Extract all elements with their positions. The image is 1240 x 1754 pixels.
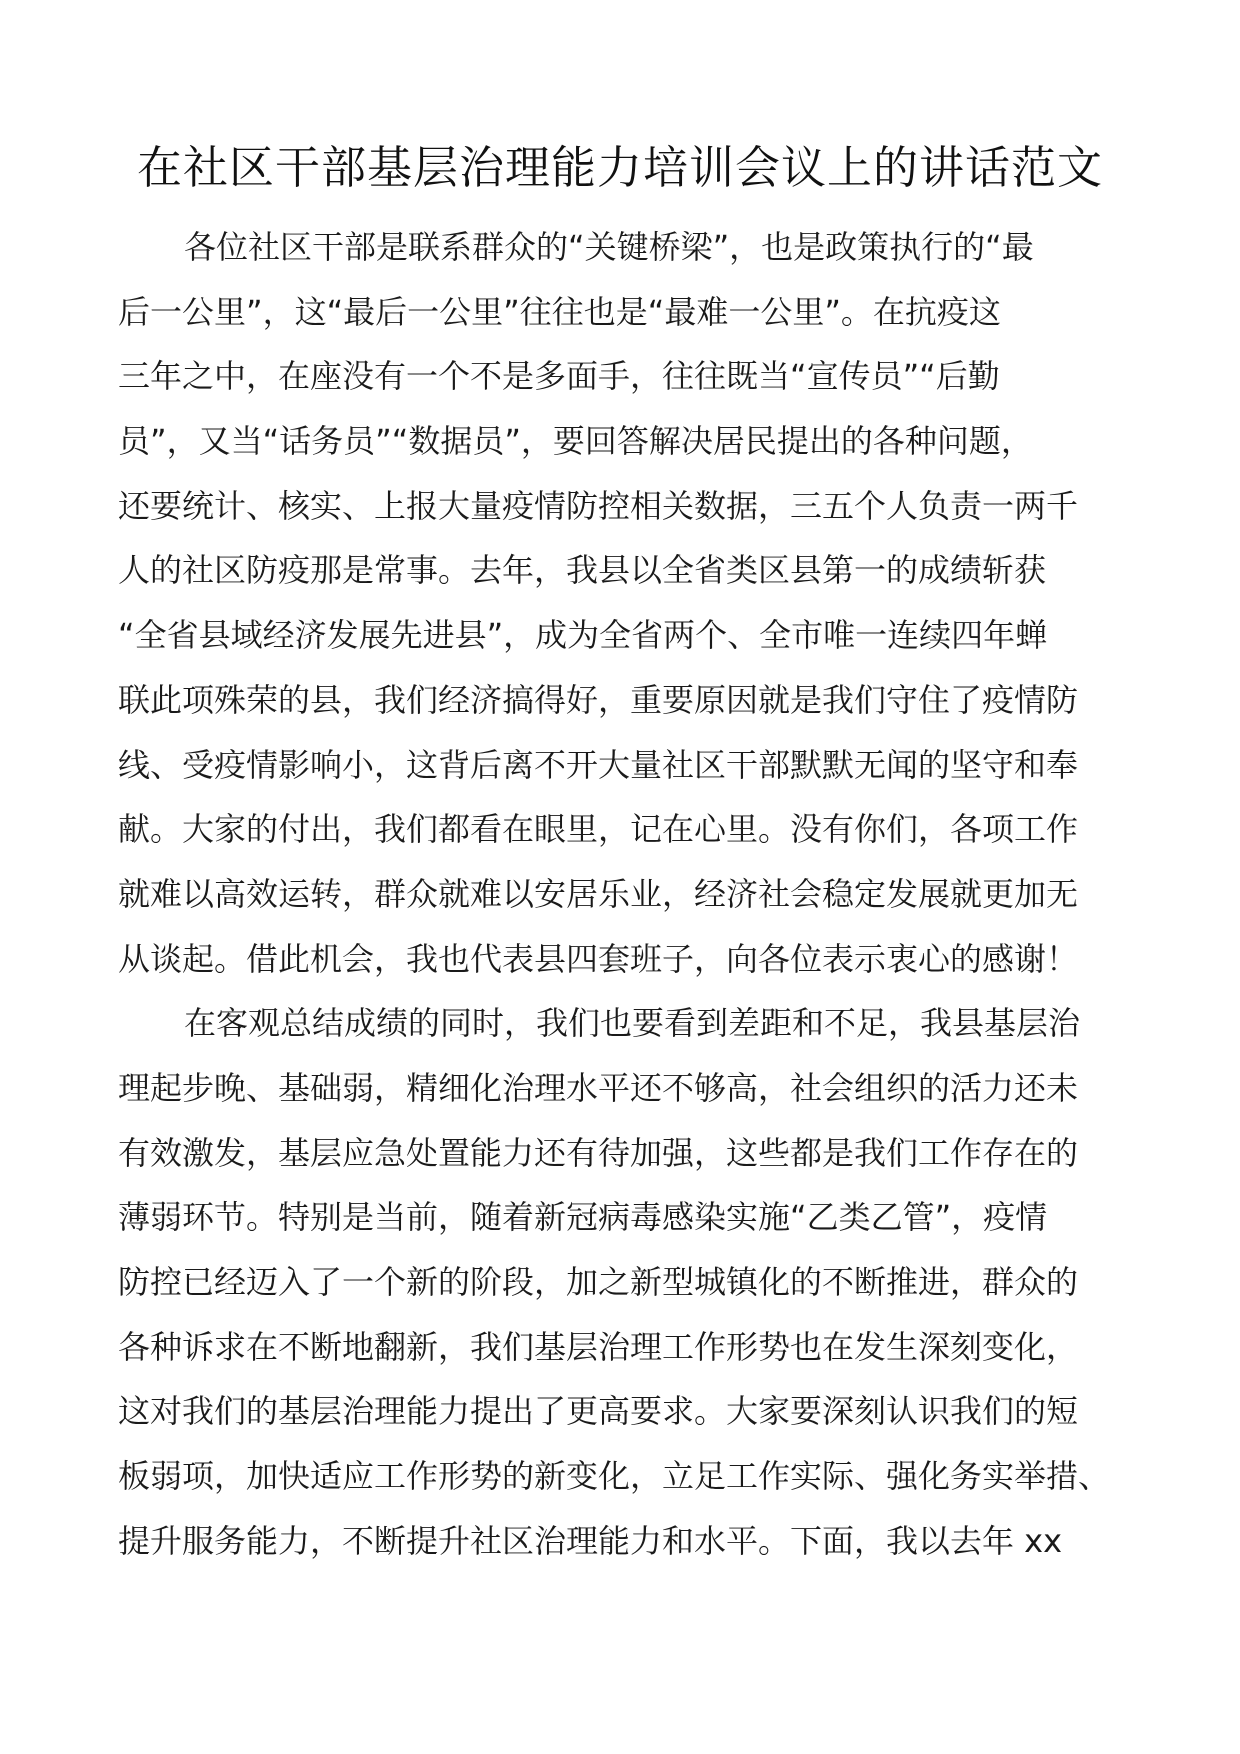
paragraph-line: 联此项殊荣的县，我们经济搞得好，重要原因就是我们守住了疫情防 bbox=[118, 680, 1079, 719]
paragraph-line: 板弱项，加快适应工作形势的新变化，立足工作实际、强化务实举措、 bbox=[118, 1457, 1111, 1496]
paragraph-line: 各种诉求在不断地翻新，我们基层治理工作形势也在发生深刻变化， bbox=[118, 1327, 1079, 1366]
document-body bbox=[118, 215, 1118, 1573]
paragraph-line: 后一公里”，这“最后一公里”往往也是“最难一公里”。在抗疫这 bbox=[118, 292, 1001, 331]
paragraph-line: 献。大家的付出，我们都看在眼里，记在心里。没有你们，各项工作 bbox=[118, 810, 1079, 849]
paragraph-line: “全省县域经济发展先进县”，成为全省两个、全市唯一连续四年蝉 bbox=[118, 616, 1048, 655]
paragraph-line: 提升服务能力，不断提升社区治理能力和水平。下面，我以去年 xx bbox=[118, 1521, 1063, 1560]
paragraph-line: 员”，又当“话务员”“数据员”，要回答解决居民提出的各种问题， bbox=[118, 422, 1033, 461]
paragraph-line: 就难以高效运转，群众就难以安居乐业，经济社会稳定发展就更加无 bbox=[118, 874, 1079, 913]
paragraph-line: 这对我们的基层治理能力提出了更高要求。大家要深刻认识我们的短 bbox=[118, 1392, 1079, 1431]
paragraph-line: 薄弱环节。特别是当前，随着新冠病毒感染实施“乙类乙管”，疫情 bbox=[118, 1198, 1048, 1237]
paragraph-line: 防控已经迈入了一个新的阶段，加之新型城镇化的不断推进，群众的 bbox=[118, 1263, 1079, 1301]
paragraph-line: 从谈起。借此机会，我也代表县四套班子，向各位表示衷心的感谢！ bbox=[118, 939, 1079, 978]
paragraph-1 bbox=[118, 215, 1118, 991]
paragraph-line: 有效激发，基层应急处置能力还有待加强，这些都是我们工作存在的 bbox=[118, 1133, 1079, 1172]
paragraph-line: 线、受疫情影响小，这背后离不开大量社区干部默默无闻的坚守和奉 bbox=[118, 745, 1079, 784]
paragraph-line: 理起步晚、基础弱，精细化治理水平还不够高，社会组织的活力还未 bbox=[118, 1068, 1079, 1107]
paragraph-line: 还要统计、核实、上报大量疫情防控相关数据，三五个人负责一两千 bbox=[118, 486, 1079, 525]
paragraph-line: 三年之中，在座没有一个不是多面手，往往既当“宣传员”“后勤 bbox=[118, 357, 1000, 396]
paragraph-2 bbox=[118, 991, 1118, 1573]
paragraph-line: 在客观总结成绩的同时，我们也要看到差距和不足，我县基层治 bbox=[184, 1004, 1081, 1043]
document-title: 在社区干部基层治理能力培训会议上的讲话范文 bbox=[136, 141, 1103, 194]
paragraph-line: 各位社区干部是联系群众的“关键桥梁”，也是政策执行的“最 bbox=[184, 228, 1034, 266]
paragraph-line: 人的社区防疫那是常事。去年，我县以全省类区县第一的成绩斩获 bbox=[118, 551, 1047, 590]
